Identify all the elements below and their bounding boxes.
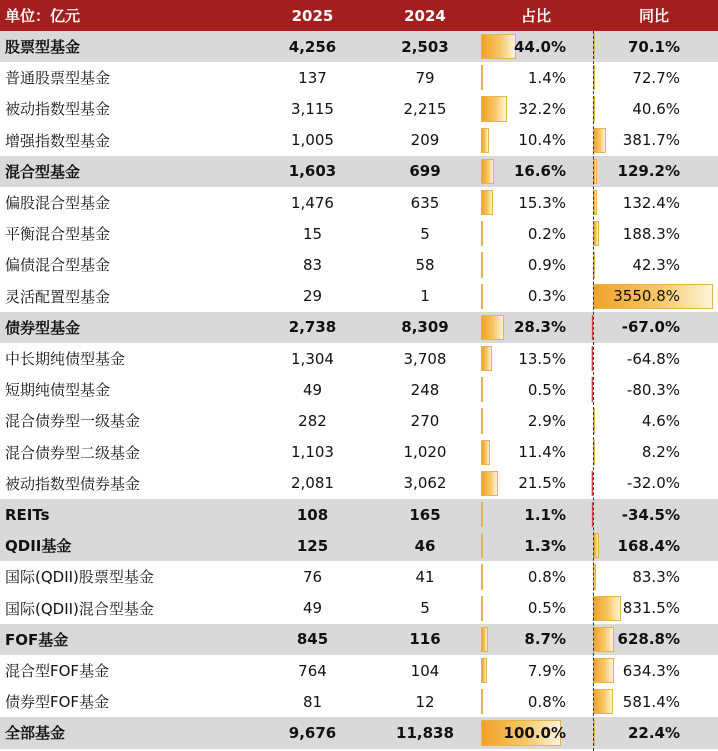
table-row [0, 624, 718, 655]
table-row [0, 561, 718, 592]
share-cell: 32.2% [518, 99, 566, 118]
value-2025-cell: 29 [302, 287, 323, 306]
value-2024-cell: 116 [409, 630, 441, 649]
header-yoy: 同比 [638, 7, 669, 25]
share-cell: 100.0% [503, 723, 566, 742]
value-2025-cell: 764 [298, 661, 327, 680]
value-2024-cell: 5 [420, 224, 430, 243]
table-row [0, 374, 718, 405]
value-2025-cell: 4,256 [288, 37, 337, 56]
table-row [0, 686, 718, 717]
share-cell: 28.3% [513, 318, 566, 337]
yoy-cell: 132.4% [622, 193, 680, 212]
share-cell: 21.5% [518, 474, 566, 493]
value-2025-cell: 15 [302, 224, 323, 243]
fund-name-cell: 国际(QDII)混合型基金 [5, 599, 154, 618]
share-cell: 7.9% [527, 661, 566, 680]
yoy-cell: 40.6% [632, 99, 680, 118]
fund-name-cell: 混合型基金 [5, 162, 81, 181]
value-2024-cell: 41 [415, 567, 435, 586]
fund-name-cell: 被动指数型债券基金 [5, 474, 141, 493]
value-2025-cell: 1,304 [291, 349, 334, 368]
value-2025-cell: 125 [296, 536, 329, 555]
share-cell: 1.4% [527, 68, 566, 87]
value-2025-cell: 83 [302, 255, 323, 274]
share-cell: 0.3% [527, 287, 566, 306]
yoy-cell: -34.5% [621, 505, 680, 524]
fund-name-cell: 国际(QDII)股票型基金 [5, 568, 154, 587]
fund-name-cell: 普通股票型基金 [5, 69, 111, 88]
value-2024-cell: 209 [410, 131, 440, 150]
value-2025-cell: 282 [298, 411, 327, 430]
value-2025-cell: 3,115 [291, 99, 334, 118]
header-name: 单位：亿元 [5, 7, 81, 25]
yoy-cell: 22.4% [627, 723, 680, 742]
value-2025-cell: 2,738 [288, 318, 337, 337]
fund-name-cell: 股票型基金 [5, 38, 81, 57]
value-2025-cell: 1,103 [291, 443, 334, 462]
yoy-cell: 831.5% [622, 599, 680, 618]
fund-name-cell: 全部基金 [5, 724, 66, 743]
yoy-cell: 70.1% [627, 37, 680, 56]
yoy-cell: 42.3% [632, 255, 680, 274]
value-2025-cell: 76 [302, 567, 323, 586]
header-share: 占比 [520, 7, 551, 25]
share-cell: 16.6% [513, 162, 566, 181]
table-row [0, 655, 718, 686]
share-cell: 2.9% [527, 411, 566, 430]
value-2025-cell: 137 [298, 68, 327, 87]
value-2025-cell: 1,603 [288, 162, 337, 181]
value-2024-cell: 46 [414, 536, 436, 555]
value-2024-cell: 248 [410, 380, 440, 399]
header-2024: 2024 [404, 6, 446, 25]
table-row [0, 343, 718, 374]
value-2024-cell: 635 [410, 193, 440, 212]
table-row [0, 187, 718, 218]
value-2024-cell: 270 [410, 411, 440, 430]
share-cell: 8.7% [524, 630, 566, 649]
value-2024-cell: 1 [420, 287, 430, 306]
share-cell: 13.5% [518, 349, 566, 368]
share-cell: 11.4% [518, 443, 566, 462]
value-2024-cell: 2,503 [401, 37, 449, 56]
yoy-cell: 634.3% [622, 661, 680, 680]
value-2025-cell: 49 [302, 599, 323, 618]
table-row [0, 156, 718, 187]
value-2024-cell: 165 [409, 505, 441, 524]
value-2024-cell: 79 [415, 68, 435, 87]
fund-name-cell: 短期纯债型基金 [5, 381, 111, 400]
yoy-cell: 581.4% [622, 692, 680, 711]
yoy-cell: -32.0% [626, 474, 680, 493]
share-cell: 0.8% [527, 567, 566, 586]
fund-name-cell: 被动指数型基金 [5, 100, 111, 119]
table-row [0, 125, 718, 156]
table-row [0, 405, 718, 436]
yoy-cell: 72.7% [632, 68, 680, 87]
value-2025-cell: 108 [296, 505, 329, 524]
value-2025-cell: 2,081 [291, 474, 334, 493]
table-row [0, 62, 718, 93]
fund-name-cell: 增强指数型基金 [5, 131, 111, 150]
value-2024-cell: 12 [415, 692, 435, 711]
fund-name-cell: 混合型FOF基金 [5, 662, 110, 681]
yoy-cell: 83.3% [632, 567, 680, 586]
table-row [0, 281, 718, 312]
share-cell: 0.5% [527, 599, 566, 618]
yoy-cell: -67.0% [621, 318, 680, 337]
table-header [0, 0, 718, 31]
table-row [0, 530, 718, 561]
value-2025-cell: 49 [302, 380, 323, 399]
value-2025-cell: 845 [296, 630, 329, 649]
fund-name-cell: 债券型基金 [5, 318, 81, 337]
yoy-cell: -64.8% [626, 349, 680, 368]
value-2024-cell: 699 [409, 162, 441, 181]
value-2025-cell: 1,005 [291, 131, 334, 150]
table-row [0, 312, 718, 343]
share-cell: 15.3% [518, 193, 566, 212]
value-2024-cell: 3,708 [403, 349, 447, 368]
yoy-cell: 129.2% [617, 162, 680, 181]
fund-name-cell: 混合债券型二级基金 [5, 443, 141, 462]
table-row [0, 437, 718, 468]
value-2025-cell: 1,476 [291, 193, 334, 212]
yoy-cell: 8.2% [641, 443, 680, 462]
fund-name-cell: 混合债券型一级基金 [5, 412, 141, 431]
yoy-cell: 381.7% [622, 131, 680, 150]
value-2025-cell: 9,676 [288, 723, 337, 742]
value-2024-cell: 11,838 [396, 723, 454, 742]
yoy-cell: 4.6% [641, 411, 680, 430]
value-2024-cell: 58 [415, 255, 435, 274]
fund-name-cell: 中长期纯债型基金 [5, 350, 126, 369]
table-row [0, 468, 718, 499]
yoy-cell: 3550.8% [613, 287, 680, 306]
table-row [0, 593, 718, 624]
value-2024-cell: 2,215 [403, 99, 447, 118]
share-cell: 0.8% [527, 692, 566, 711]
value-2024-cell: 3,062 [403, 474, 447, 493]
fund-name-cell: 偏债混合型基金 [5, 256, 111, 275]
table-row [0, 249, 718, 280]
fund-name-cell: 平衡混合型基金 [5, 225, 111, 244]
share-cell: 1.3% [524, 536, 566, 555]
yoy-cell: 628.8% [617, 630, 680, 649]
table-row [0, 717, 718, 748]
table-row [0, 499, 718, 530]
yoy-cell: 168.4% [617, 536, 680, 555]
fund-name-cell: REITs [5, 505, 50, 524]
share-cell: 10.4% [518, 131, 566, 150]
share-cell: 1.1% [524, 505, 566, 524]
share-cell: 44.0% [513, 37, 566, 56]
table-row [0, 31, 718, 62]
fund-name-cell: 债券型FOF基金 [5, 693, 110, 712]
share-cell: 0.5% [527, 380, 566, 399]
value-2024-cell: 1,020 [403, 443, 447, 462]
yoy-cell: -80.3% [626, 380, 680, 399]
share-cell: 0.9% [527, 255, 566, 274]
value-2025-cell: 81 [302, 692, 323, 711]
table-row [0, 93, 718, 124]
fund-name-cell: 灵活配置型基金 [5, 287, 111, 306]
fund-name-cell: FOF基金 [5, 630, 69, 649]
table-row [0, 218, 718, 249]
value-2024-cell: 8,309 [401, 318, 449, 337]
header-2025: 2025 [291, 6, 334, 25]
yoy-zero-axis [593, 31, 594, 751]
fund-name-cell: 偏股混合型基金 [5, 194, 111, 213]
value-2024-cell: 5 [420, 599, 430, 618]
share-cell: 0.2% [527, 224, 566, 243]
fund-name-cell: QDII基金 [5, 537, 72, 556]
yoy-cell: 188.3% [622, 224, 680, 243]
value-2024-cell: 104 [410, 661, 440, 680]
